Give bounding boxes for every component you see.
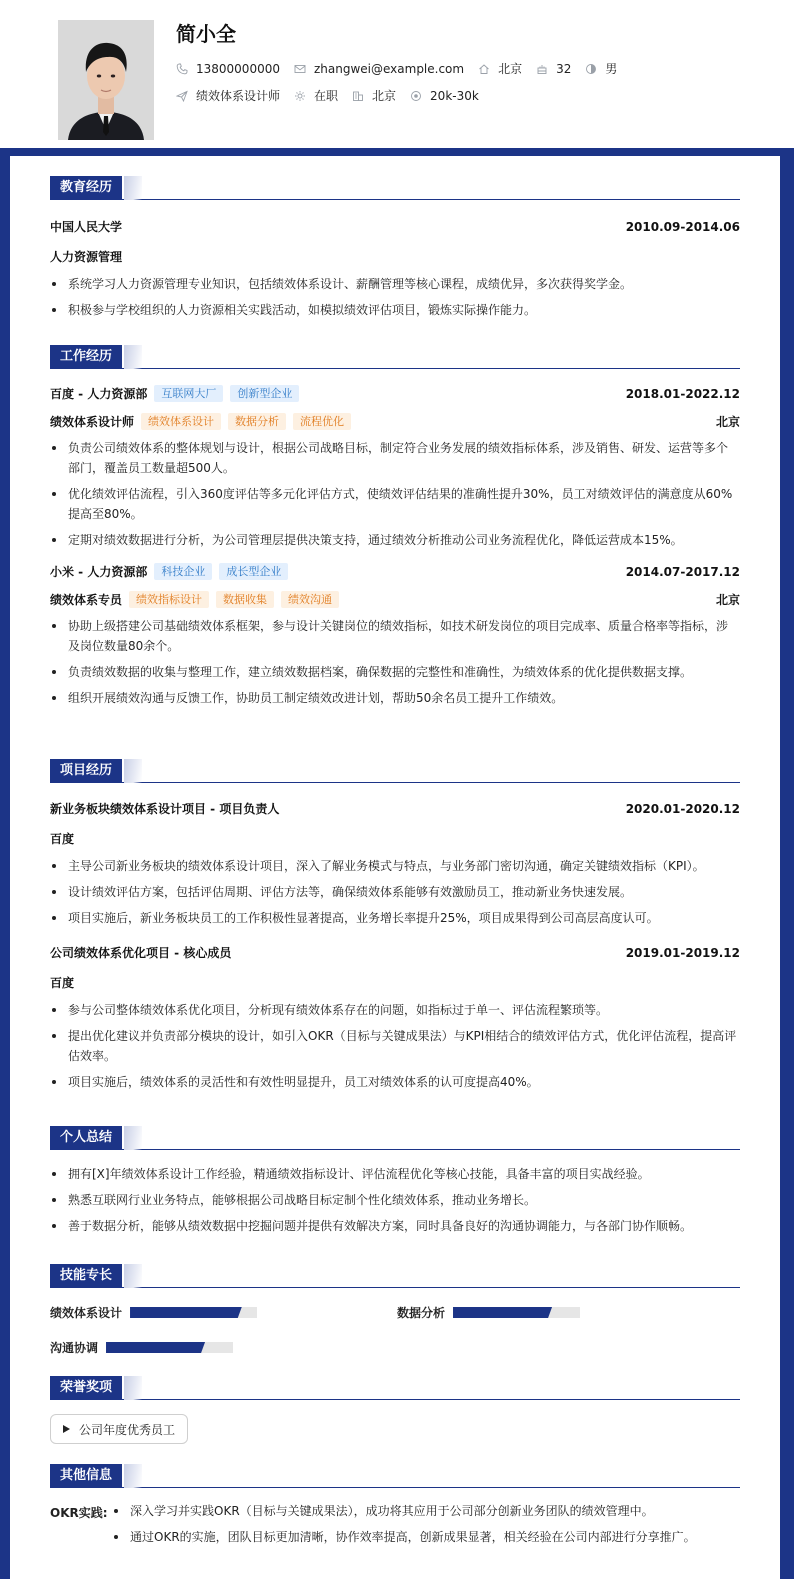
phone-item bbox=[176, 62, 280, 76]
gender-text: 男 bbox=[605, 62, 618, 76]
skill-row bbox=[50, 1339, 740, 1359]
project-org-row bbox=[50, 974, 740, 991]
home-icon bbox=[478, 63, 490, 75]
section-title: 工作经历 bbox=[50, 345, 122, 369]
skill-name: 绩效体系设计 bbox=[50, 1306, 123, 1320]
section-title-tail bbox=[124, 1264, 142, 1288]
education-section bbox=[50, 176, 740, 320]
other-section bbox=[50, 1464, 740, 1554]
position-name: 绩效体系专员 bbox=[50, 593, 123, 607]
education-bullets bbox=[50, 274, 740, 320]
intention-row bbox=[176, 87, 493, 104]
hometown-item bbox=[478, 60, 522, 77]
section-title: 项目经历 bbox=[50, 759, 122, 783]
work-bullets bbox=[50, 438, 740, 550]
phone-text: 13800000000 bbox=[196, 61, 280, 76]
age-item bbox=[536, 62, 571, 76]
section-title: 教育经历 bbox=[50, 176, 122, 200]
candidate-name: 简小全 bbox=[176, 22, 236, 46]
major-name: 人力资源管理 bbox=[50, 250, 123, 264]
building-icon bbox=[352, 90, 364, 102]
summary-section bbox=[50, 1126, 740, 1236]
list-item: 善于数据分析，能够从绩效数据中挖掘问题并提供有效解决方案，同时具备良好的沟通协调能力，与各部门协作顺畅。 bbox=[50, 1216, 740, 1236]
skill-bar-fill bbox=[106, 1342, 205, 1353]
other-bullets bbox=[112, 1501, 740, 1547]
resume-header bbox=[0, 0, 794, 148]
project-bullets bbox=[50, 1000, 740, 1092]
education-period: 2010.09-2014.06 bbox=[625, 219, 740, 234]
list-item: 设计绩效评估方案，包括评估周期、评估方法等，确保绩效体系能够有效激励员工，推动新业务快速发展。 bbox=[50, 882, 740, 902]
section-header bbox=[50, 759, 740, 783]
gender-icon bbox=[585, 63, 597, 75]
skill-item bbox=[50, 1304, 257, 1321]
project-org: 百度 bbox=[50, 976, 75, 990]
email-item bbox=[294, 62, 464, 76]
gender-item bbox=[585, 60, 617, 77]
list-item: 组织开展绩效沟通与反馈工作，协助员工制定绩效改进计划，帮助50余名员工提升工作绩效。 bbox=[50, 688, 740, 708]
hometown-text: 北京 bbox=[498, 62, 523, 76]
section-header bbox=[50, 176, 740, 200]
section-title-tail bbox=[124, 345, 142, 369]
company-name: 小米 - 人力资源部 bbox=[50, 565, 148, 579]
section-header bbox=[50, 1376, 740, 1400]
skill-item bbox=[397, 1304, 580, 1321]
send-icon bbox=[176, 90, 188, 102]
section-title-tail bbox=[124, 1464, 142, 1488]
school-name: 中国人民大学 bbox=[50, 220, 123, 234]
section-title-tail bbox=[124, 176, 142, 200]
work-company-row bbox=[50, 563, 740, 580]
salary-text: 20k-30k bbox=[430, 88, 479, 103]
list-item: 参与公司整体绩效体系优化项目，分析现有绩效体系存在的问题，如指标过于单一、评估流程繁琐等。 bbox=[50, 1000, 740, 1020]
gear-icon bbox=[294, 90, 306, 102]
section-header bbox=[50, 1464, 740, 1488]
target-position-text: 绩效体系设计师 bbox=[196, 89, 281, 103]
project-period: 2020.01-2020.12 bbox=[625, 801, 740, 816]
section-title: 技能专长 bbox=[50, 1264, 122, 1288]
play-triangle-icon bbox=[63, 1425, 70, 1433]
skill-bar bbox=[130, 1307, 257, 1318]
list-item: 通过OKR的实施，团队目标更加清晰，协作效率提高，创新成果显著，相关经验在公司内部进行分享推广。 bbox=[112, 1527, 740, 1547]
target-position-item bbox=[176, 87, 280, 104]
email-text: zhangwei@example.com bbox=[313, 61, 465, 76]
skill-bar-fill bbox=[130, 1307, 242, 1318]
skill-row bbox=[50, 1304, 740, 1324]
awards-section bbox=[50, 1376, 740, 1444]
section-header bbox=[50, 1126, 740, 1150]
work-section bbox=[50, 345, 740, 708]
company-tag: 成长型企业 bbox=[219, 563, 288, 580]
work-bullets bbox=[50, 616, 740, 708]
skill-name: 数据分析 bbox=[397, 1306, 446, 1320]
project-org-row bbox=[50, 830, 740, 847]
list-item-continued: 及岗位数量80余个。 bbox=[68, 639, 180, 653]
project-name: 公司绩效体系优化项目 - 核心成员 bbox=[50, 946, 232, 960]
list-item: 负责公司绩效体系的整体规划与设计，根据公司战略目标，制定符合业务发展的绩效指标体系，涉及销售、研发、运营等多个 bbox=[50, 438, 740, 458]
skill-bar-fill bbox=[453, 1307, 552, 1318]
list-item: 提出优化建议并负责部分模块的设计，如引入OKR（目标与关键成果法）与KPI相结合的绩效评估方式，优化评估流程，提高评 bbox=[50, 1026, 740, 1046]
work-company-row bbox=[50, 385, 740, 402]
summary-bullets bbox=[50, 1164, 740, 1236]
target-city-text: 北京 bbox=[372, 89, 397, 103]
section-header bbox=[50, 1264, 740, 1288]
list-item-continued: 估效率。 bbox=[68, 1049, 117, 1063]
education-row bbox=[50, 218, 740, 235]
company-name: 百度 - 人力资源部 bbox=[50, 387, 148, 401]
list-item: 熟悉互联网行业业务特点，能够根据公司战略目标定制个性化绩效体系，推动业务增长。 bbox=[50, 1190, 740, 1210]
status-item bbox=[294, 87, 338, 104]
coin-icon bbox=[410, 90, 422, 102]
list-item-continued: 部门，覆盖员工数量超500人。 bbox=[68, 461, 235, 475]
work-period: 2018.01-2022.12 bbox=[625, 386, 740, 401]
work-period: 2014.07-2017.12 bbox=[625, 564, 740, 579]
project-name: 新业务板块绩效体系设计项目 - 项目负责人 bbox=[50, 802, 280, 816]
avatar-photo bbox=[58, 20, 154, 140]
work-position-row bbox=[50, 413, 740, 430]
position-tag: 绩效沟通 bbox=[281, 591, 339, 608]
section-title: 荣誉奖项 bbox=[50, 1376, 122, 1400]
skill-bar bbox=[106, 1342, 233, 1353]
list-item: 主导公司新业务板块的绩效体系设计项目，深入了解业务模式与特点，与业务部门密切沟通，确定关键绩效指标（KPI）。 bbox=[50, 856, 740, 876]
contact-row bbox=[176, 60, 631, 77]
position-name: 绩效体系设计师 bbox=[50, 415, 135, 429]
projects-section bbox=[50, 759, 740, 1092]
company-tag: 互联网大厂 bbox=[154, 385, 223, 402]
age-text: 32 bbox=[556, 61, 572, 76]
position-tag: 绩效体系设计 bbox=[141, 413, 221, 430]
resume-body bbox=[10, 156, 780, 1579]
list-item: 深入学习并实践OKR（目标与关键成果法），成功将其应用于公司部分创新业务团队的绩效管理中。 bbox=[112, 1501, 740, 1521]
work-city: 北京 bbox=[715, 415, 740, 429]
company-tag: 科技企业 bbox=[154, 563, 212, 580]
section-title: 其他信息 bbox=[50, 1464, 122, 1488]
major-row bbox=[50, 248, 740, 265]
status-text: 在职 bbox=[314, 89, 339, 103]
other-label: OKR实践: bbox=[50, 1506, 108, 1520]
list-item: 项目实施后，绩效体系的灵活性和有效性明显提升，员工对绩效体系的认可度提高40%。 bbox=[50, 1072, 740, 1092]
skill-item bbox=[50, 1339, 233, 1356]
salary-item bbox=[410, 89, 479, 103]
section-header bbox=[50, 345, 740, 369]
project-bullets bbox=[50, 856, 740, 928]
list-item: 拥有[X]年绩效体系设计工作经验，精通绩效指标设计、评估流程优化等核心技能，具备丰富的项目实战经验。 bbox=[50, 1164, 740, 1184]
phone-icon bbox=[176, 63, 188, 75]
position-tag: 数据分析 bbox=[228, 413, 286, 430]
position-tag: 数据收集 bbox=[216, 591, 274, 608]
list-item-continued: 提高至80%。 bbox=[68, 507, 143, 521]
target-city-item bbox=[352, 87, 396, 104]
position-tag: 绩效指标设计 bbox=[129, 591, 209, 608]
project-org: 百度 bbox=[50, 832, 75, 846]
age-icon bbox=[536, 63, 548, 75]
section-title-tail bbox=[124, 1376, 142, 1400]
skills-section bbox=[50, 1264, 740, 1359]
skill-name: 沟通协调 bbox=[50, 1341, 99, 1355]
list-item: 项目实施后，新业务板块员工的工作积极性显著提高，业务增长率提升25%，项目成果得到公司高层高度认可。 bbox=[50, 908, 740, 928]
section-title: 个人总结 bbox=[50, 1126, 122, 1150]
position-tag: 流程优化 bbox=[293, 413, 351, 430]
list-item: 系统学习人力资源管理专业知识，包括绩效体系设计、薪酬管理等核心课程，成绩优异，多次获得奖学金。 bbox=[50, 274, 740, 294]
work-city: 北京 bbox=[715, 593, 740, 607]
company-tag: 创新型企业 bbox=[230, 385, 299, 402]
list-item: 协助上级搭建公司基础绩效体系框架，参与设计关键岗位的绩效指标，如技术研发岗位的项目完成率、质量合格率等指标，涉 bbox=[50, 616, 740, 636]
work-position-row bbox=[50, 591, 740, 608]
award-item[interactable] bbox=[50, 1414, 188, 1444]
project-period: 2019.01-2019.12 bbox=[625, 945, 740, 960]
section-title-tail bbox=[124, 759, 142, 783]
skill-bar bbox=[453, 1307, 580, 1318]
section-title-tail bbox=[124, 1126, 142, 1150]
project-row bbox=[50, 800, 740, 817]
award-name: 公司年度优秀员工 bbox=[79, 1422, 176, 1437]
mail-icon bbox=[294, 63, 306, 75]
list-item: 定期对绩效数据进行分析，为公司管理层提供决策支持，通过绩效分析推动公司业务流程优化，降低运营成本15%。 bbox=[50, 530, 740, 550]
project-row bbox=[50, 944, 740, 961]
list-item: 优化绩效评估流程，引入360度评估等多元化评估方式，使绩效评估结果的准确性提升30%，员工对绩效评估的满意度从60% bbox=[50, 484, 740, 504]
list-item: 负责绩效数据的收集与整理工作，建立绩效数据档案，确保数据的完整性和准确性，为绩效体系的优化提供数据支撑。 bbox=[50, 662, 740, 682]
list-item: 积极参与学校组织的人力资源相关实践活动，如模拟绩效评估项目，锻炼实际操作能力。 bbox=[50, 300, 740, 320]
